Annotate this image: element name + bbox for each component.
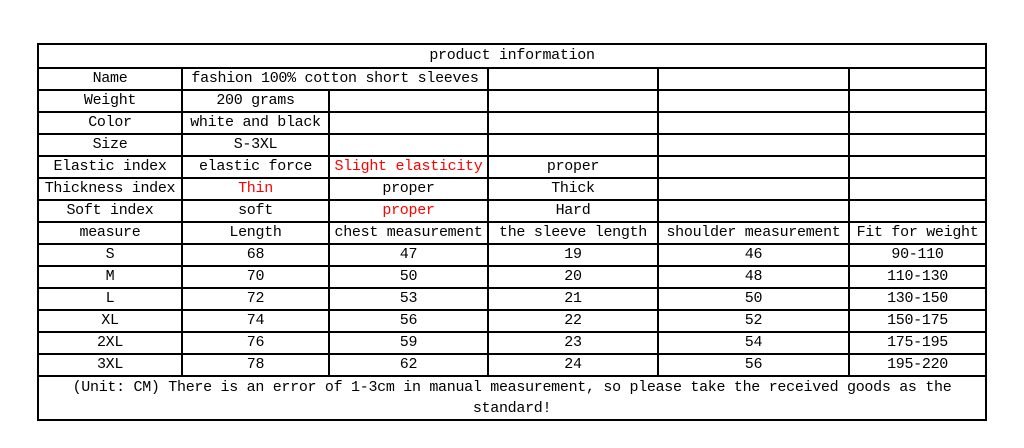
empty-cell — [488, 90, 658, 112]
sleeve-cell: 23 — [488, 332, 658, 354]
footer-note: (Unit: CM) There is an error of 1-3cm in manual measurement, so please take the received goods as the standard! — [38, 376, 986, 420]
size-data-row-l — [38, 288, 986, 310]
length-cell: 76 — [182, 332, 329, 354]
empty-cell — [329, 90, 488, 112]
soft-value-1: soft — [182, 200, 329, 222]
empty-cell — [658, 178, 849, 200]
shoulder-cell: 54 — [658, 332, 849, 354]
measure-header-row — [38, 222, 986, 244]
size-row — [38, 134, 986, 156]
size-cell: 3XL — [38, 354, 182, 376]
size-data-row-3xl — [38, 354, 986, 376]
size-value: S-3XL — [182, 134, 329, 156]
shoulder-cell: 56 — [658, 354, 849, 376]
sleeve-cell: 21 — [488, 288, 658, 310]
empty-cell — [658, 134, 849, 156]
shoulder-header-cell: shoulder measurement — [658, 222, 849, 244]
chest-cell: 59 — [329, 332, 488, 354]
shoulder-cell: 52 — [658, 310, 849, 332]
length-cell: 74 — [182, 310, 329, 332]
shoulder-cell: 50 — [658, 288, 849, 310]
empty-cell — [849, 90, 986, 112]
empty-cell — [849, 156, 986, 178]
measure-header-cell: measure — [38, 222, 182, 244]
elastic-value-2-highlighted: Slight elasticity — [329, 156, 488, 178]
empty-cell — [658, 90, 849, 112]
sleeve-cell: 20 — [488, 266, 658, 288]
size-data-row-m — [38, 266, 986, 288]
fit-weight-header-cell: Fit for weight — [849, 222, 986, 244]
size-cell: 2XL — [38, 332, 182, 354]
empty-cell — [658, 68, 849, 90]
name-row — [38, 68, 986, 90]
thickness-value-3: Thick — [488, 178, 658, 200]
length-header-cell: Length — [182, 222, 329, 244]
thickness-value-1-highlighted: Thin — [182, 178, 329, 200]
size-cell: XL — [38, 310, 182, 332]
weight-label: Weight — [38, 90, 182, 112]
chest-cell: 62 — [329, 354, 488, 376]
size-cell: S — [38, 244, 182, 266]
thickness-label: Thickness index — [38, 178, 182, 200]
product-info-table — [37, 43, 987, 421]
size-cell: L — [38, 288, 182, 310]
length-cell: 70 — [182, 266, 329, 288]
elastic-label: Elastic index — [38, 156, 182, 178]
empty-cell — [658, 200, 849, 222]
shoulder-cell: 48 — [658, 266, 849, 288]
fit-weight-cell: 175-195 — [849, 332, 986, 354]
name-label: Name — [38, 68, 182, 90]
size-label: Size — [38, 134, 182, 156]
sleeve-cell: 24 — [488, 354, 658, 376]
name-value: fashion 100% cotton short sleeves — [182, 68, 488, 90]
empty-cell — [488, 68, 658, 90]
empty-cell — [488, 112, 658, 134]
size-cell: M — [38, 266, 182, 288]
empty-cell — [658, 112, 849, 134]
title-row — [38, 44, 986, 68]
empty-cell — [849, 112, 986, 134]
chest-cell: 56 — [329, 310, 488, 332]
soft-value-3: Hard — [488, 200, 658, 222]
chest-header-cell: chest measurement — [329, 222, 488, 244]
sleeve-header-cell: the sleeve length — [488, 222, 658, 244]
empty-cell — [849, 200, 986, 222]
fit-weight-cell: 150-175 — [849, 310, 986, 332]
empty-cell — [658, 156, 849, 178]
empty-cell — [849, 178, 986, 200]
color-value: white and black — [182, 112, 329, 134]
elastic-value-3: proper — [488, 156, 658, 178]
color-row — [38, 112, 986, 134]
footer-note-row — [38, 376, 986, 420]
empty-cell — [329, 134, 488, 156]
fit-weight-cell: 130-150 — [849, 288, 986, 310]
weight-value: 200 grams — [182, 90, 329, 112]
color-label: Color — [38, 112, 182, 134]
length-cell: 72 — [182, 288, 329, 310]
empty-cell — [849, 134, 986, 156]
chest-cell: 47 — [329, 244, 488, 266]
soft-label: Soft index — [38, 200, 182, 222]
empty-cell — [849, 68, 986, 90]
fit-weight-cell: 110-130 — [849, 266, 986, 288]
size-data-row-s — [38, 244, 986, 266]
size-data-row-xl — [38, 310, 986, 332]
length-cell: 78 — [182, 354, 329, 376]
sleeve-cell: 22 — [488, 310, 658, 332]
chest-cell: 53 — [329, 288, 488, 310]
length-cell: 68 — [182, 244, 329, 266]
elastic-value-1: elastic force — [182, 156, 329, 178]
empty-cell — [329, 112, 488, 134]
soft-value-2-highlighted: proper — [329, 200, 488, 222]
fit-weight-cell: 90-110 — [849, 244, 986, 266]
empty-cell — [488, 134, 658, 156]
soft-index-row — [38, 200, 986, 222]
thickness-value-2: proper — [329, 178, 488, 200]
elastic-index-row — [38, 156, 986, 178]
sleeve-cell: 19 — [488, 244, 658, 266]
table-title: product information — [38, 44, 986, 68]
fit-weight-cell: 195-220 — [849, 354, 986, 376]
size-data-row-2xl — [38, 332, 986, 354]
thickness-index-row — [38, 178, 986, 200]
shoulder-cell: 46 — [658, 244, 849, 266]
weight-row — [38, 90, 986, 112]
chest-cell: 50 — [329, 266, 488, 288]
